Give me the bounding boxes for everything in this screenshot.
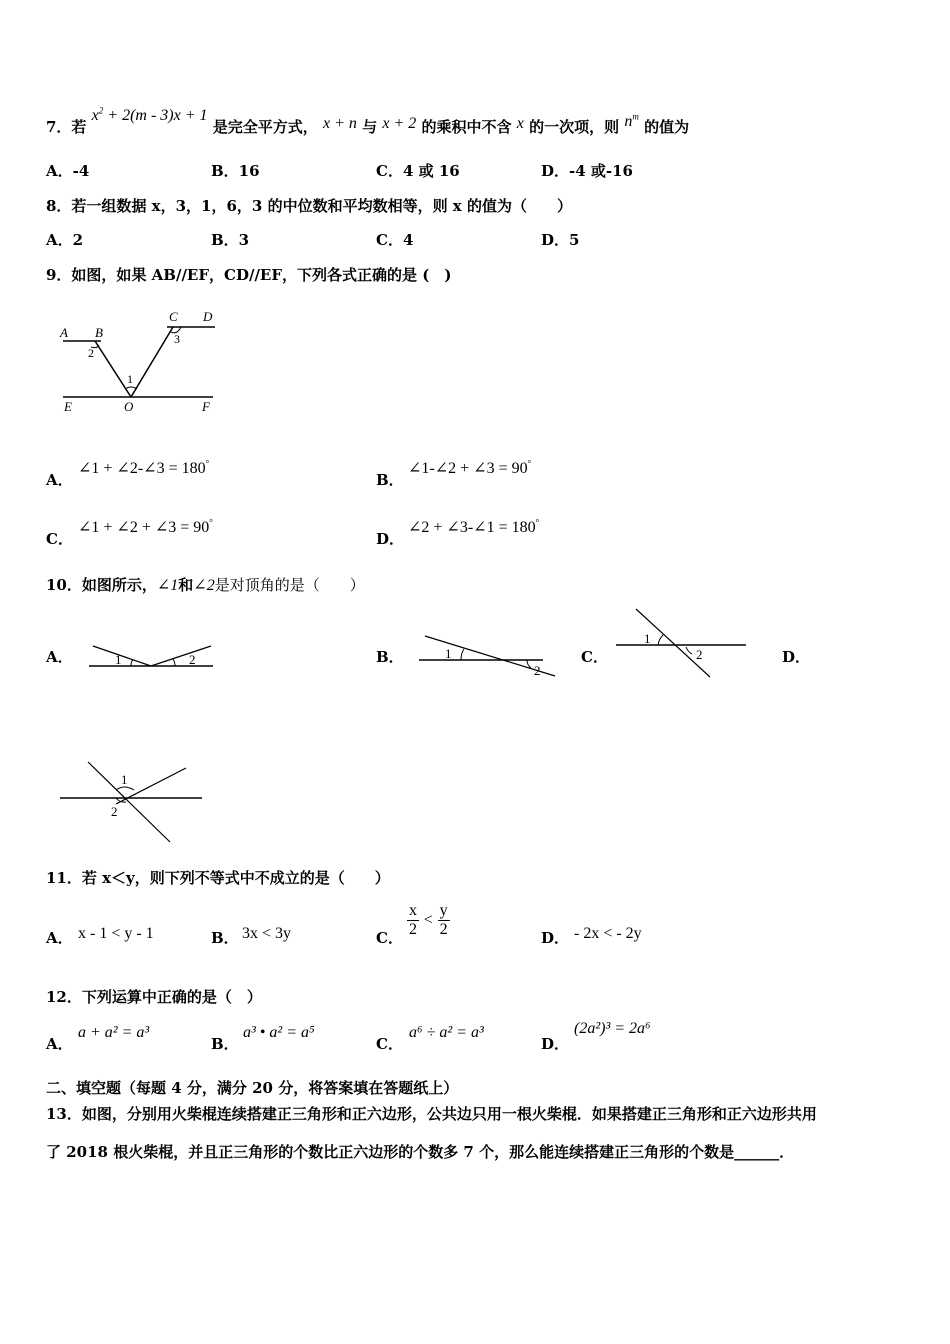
q9-figure bbox=[55, 305, 225, 420]
q11-option-d-expr: - 2x < - 2y bbox=[574, 925, 642, 942]
q10-option-a[interactable]: A． bbox=[46, 648, 73, 666]
q13-line1: 13．如图，分别用火柴棍连续搭建正三角形和正六边形，公共边只用一根火柴棍．如果搭建正三角形和正六边形共用 bbox=[46, 1105, 817, 1123]
q8-option-a[interactable]: A．2 bbox=[46, 231, 84, 249]
q10-a-label-1: 1 bbox=[115, 652, 122, 667]
q9-option-b-letter[interactable]: B． bbox=[376, 471, 404, 489]
q9-option-a-expr: ∠1 + ∠2-∠3 = 180° bbox=[78, 458, 210, 477]
q7-option-c[interactable]: C．4 或 16 bbox=[376, 162, 460, 180]
q7-expr-xn: x + n bbox=[323, 115, 357, 132]
q12-option-a-expr: a + a² = a³ bbox=[78, 1024, 150, 1041]
q9-label-3: 3 bbox=[174, 332, 180, 346]
q10-option-d[interactable]: D． bbox=[782, 648, 811, 666]
q9-option-a-letter[interactable]: A． bbox=[46, 471, 73, 489]
q9-label-b: B bbox=[95, 325, 103, 340]
q10-b-label-1: 1 bbox=[445, 646, 452, 661]
q11-option-c-expr: $\frac{x}{2}$ < $\frac{y}{2}$ bbox=[409, 902, 448, 938]
q9-line-oc bbox=[131, 327, 173, 397]
q9-option-b-expr: ∠1-∠2 + ∠3 = 90° bbox=[408, 458, 532, 477]
q10-stem: 10．如图所示，∠1和∠2是对顶角的是（ ） bbox=[46, 576, 365, 594]
q9-label-f: F bbox=[202, 399, 210, 414]
q12-option-b-expr: a³ • a² = a⁵ bbox=[243, 1024, 315, 1041]
q11-frac-y2: $\frac{y}{2}$ bbox=[439, 902, 448, 938]
q9-option-d-letter[interactable]: D． bbox=[376, 530, 405, 548]
q7-expr-x2: x + 2 bbox=[382, 115, 417, 132]
q10-option-b[interactable]: B． bbox=[376, 648, 404, 666]
q10-figure-a bbox=[85, 636, 217, 676]
q12-option-d-letter[interactable]: D． bbox=[541, 1035, 570, 1053]
section2-title: 二、填空题（每题 4 分，满分 20 分，将答案填在答题纸上） bbox=[46, 1079, 459, 1097]
q10-c-label-2: 2 bbox=[696, 647, 703, 662]
q10-figure-b bbox=[415, 630, 560, 682]
q10-option-c[interactable]: C． bbox=[581, 648, 608, 666]
q11-option-a-expr: x - 1 < y - 1 bbox=[78, 925, 154, 942]
q11-option-c-letter[interactable]: C． bbox=[376, 929, 403, 947]
q7-stem: 7．若 $x^2 + 2(m - 3)x + 1$ 是完全平方式， x + n 与 x + 2 的乘积中不含 x 的一次项，则 $n^m$ 的值为 bbox=[46, 105, 690, 136]
q9-label-2: 2 bbox=[88, 346, 94, 360]
q10-figure-c bbox=[612, 605, 752, 680]
q11-stem: 11．若 x＜y，则下列不等式中不成立的是（ ） bbox=[46, 869, 390, 887]
q13-line2: 了 2018 根火柴棍，并且正三角形的个数比正六边形的个数多 7 个，那么能连续搭建正三角形的个数是______． bbox=[46, 1143, 795, 1161]
q12-option-d-expr: (2a²)³ = 2a⁶ bbox=[574, 1020, 651, 1037]
q8-stem: 8．若一组数据 x，3，1，6，3 的中位数和平均数相等，则 x 的值为（ ） bbox=[46, 197, 572, 215]
q9-label-a: A bbox=[60, 325, 68, 340]
q12-stem: 12．下列运算中正确的是（ ） bbox=[46, 988, 262, 1006]
q8-option-b[interactable]: B．3 bbox=[211, 231, 250, 249]
q12-option-a-letter[interactable]: A． bbox=[46, 1035, 73, 1053]
q9-option-d-expr: ∠2 + ∠3-∠1 = 180° bbox=[408, 517, 540, 536]
q11-option-b-expr: 3x < 3y bbox=[242, 925, 292, 942]
q7-option-b[interactable]: B．16 bbox=[211, 162, 260, 180]
q10-figure-d bbox=[58, 758, 206, 846]
q7-number: 7．若 bbox=[46, 118, 87, 136]
q12-option-b-letter[interactable]: B． bbox=[211, 1035, 239, 1053]
q7-expr-nm: $n^m$ bbox=[624, 111, 639, 130]
q9-label-1: 1 bbox=[127, 372, 133, 386]
q12-option-c-expr: a⁶ ÷ a² = a³ bbox=[409, 1024, 484, 1041]
q9-label-d: D bbox=[203, 309, 213, 324]
q9-label-e: E bbox=[64, 399, 72, 414]
q9-label-o: O bbox=[124, 399, 134, 414]
q7-option-d[interactable]: D．-4 或-16 bbox=[541, 162, 633, 180]
q9-label-c: C bbox=[169, 309, 178, 324]
q7-expr-square: $x^2 + 2(m - 3)x + 1$ bbox=[91, 105, 208, 124]
q10-d-label-1: 1 bbox=[121, 772, 128, 787]
q11-option-a-letter[interactable]: A． bbox=[46, 929, 73, 947]
q11-frac-x2: $\frac{x}{2}$ bbox=[409, 902, 417, 938]
q10-b-label-2: 2 bbox=[534, 663, 541, 678]
q7-option-a[interactable]: A．-4 bbox=[46, 162, 90, 180]
q8-option-c[interactable]: C．4 bbox=[376, 231, 414, 249]
q9-stem: 9．如图，如果 AB//EF，CD//EF，下列各式正确的是 ( ) bbox=[46, 266, 452, 284]
q12-option-c-letter[interactable]: C． bbox=[376, 1035, 403, 1053]
q10-c-label-1: 1 bbox=[644, 631, 651, 646]
q11-option-b-letter[interactable]: B． bbox=[211, 929, 239, 947]
q8-option-d[interactable]: D．5 bbox=[541, 231, 580, 249]
q10-a-label-2: 2 bbox=[189, 652, 196, 667]
q9-option-c-expr: ∠1 + ∠2 + ∠3 = 90° bbox=[78, 517, 213, 536]
q11-option-d-letter[interactable]: D． bbox=[541, 929, 570, 947]
q9-option-c-letter[interactable]: C． bbox=[46, 530, 73, 548]
q10-d-label-2: 2 bbox=[111, 804, 118, 819]
